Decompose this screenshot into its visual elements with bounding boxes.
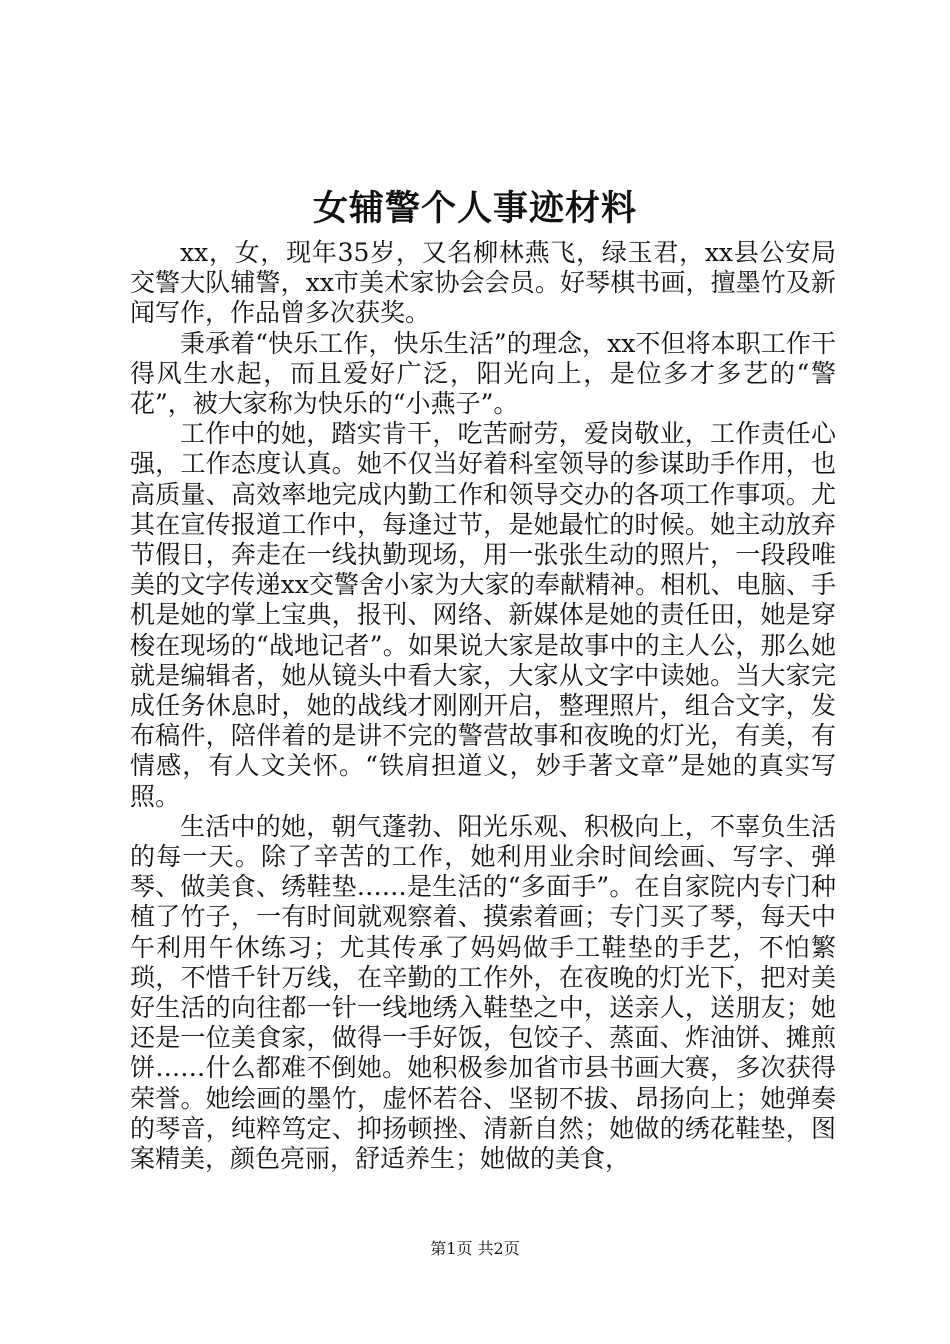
- paragraph-philosophy: 秉承着“快乐工作，快乐生活”的理念，xx不但将本职工作干得风生水起，而且爱好广泛，阳光向上，是位多才多艺的“警花”，被大家称为快乐的“小燕子”。: [130, 328, 836, 419]
- paragraph-life: 生活中的她，朝气蓬勃、阳光乐观、积极向上，不辜负生活的每一天。除了辛苦的工作，她利用业余时间绘画、写字、弹琴、做美食、绣鞋垫……是生活的“多面手”。在自家院内专门种植了竹子，一有时间就观察着、摸索着画；专门买了琴，每天中午利用午休练习；尤其传承了妈妈做手工鞋垫的手艺，不怕繁琐，不惜千针万线，在辛勤的工作外，在夜晚的灯光下，把对美好生活的向往都一针一线地绣入鞋垫之中，送亲人，送朋友；她还是一位美食家，做得一手好饭，包饺子、蒸面、炸油饼、摊煎饼……什么都难不倒她。她积极参加省市县书画大赛，多次获得荣誉。她绘画的墨竹，虚怀若谷、坚韧不拔、昂扬向上；她弹奏的琴音，纯粹笃定、抑扬顿挫、清新自然；她做的绣花鞋垫，图案精美，颜色亮丽，舒适养生；她做的美食，: [130, 811, 836, 1174]
- document-body: [130, 238, 836, 1174]
- page-number-footer: 第1页 共2页: [430, 1239, 520, 1258]
- paragraph-work: 工作中的她，踏实肯干，吃苦耐劳，爱岗敬业，工作责任心强，工作态度认真。她不仅当好着科室领导的参谋助手作用，也高质量、高效率地完成内勤工作和领导交办的各项工作事项。尤其在宣传报道工作中，每逢过节，是她最忙的时候。她主动放弃节假日，奔走在一线执勤现场，用一张张生动的照片，一段段唯美的文字传递xx交警舍小家为大家的奉献精神。相机、电脑、手机是她的掌上宝典，报刊、网络、新媒体是她的责任田，她是穿梭在现场的“战地记者”。如果说大家是故事中的主人公，那么她就是编辑者，她从镜头中看大家，大家从文字中读她。当大家完成任务休息时，她的战线才刚刚开启，整理照片，组合文字，发布稿件，陪伴着的是讲不完的警营故事和夜晚的灯光，有美，有情感，有人文关怀。“铁肩担道义，妙手著文章”是她的真实写照。: [130, 419, 836, 811]
- document-title: 女辅警个人事迹材料: [312, 188, 637, 229]
- paragraph-intro: xx，女，现年35岁，又名柳林燕飞，绿玉君，xx县公安局交警大队辅警，xx市美术家协会会员。好琴棋书画，擅墨竹及新闻写作，作品曾多次获奖。: [130, 238, 836, 328]
